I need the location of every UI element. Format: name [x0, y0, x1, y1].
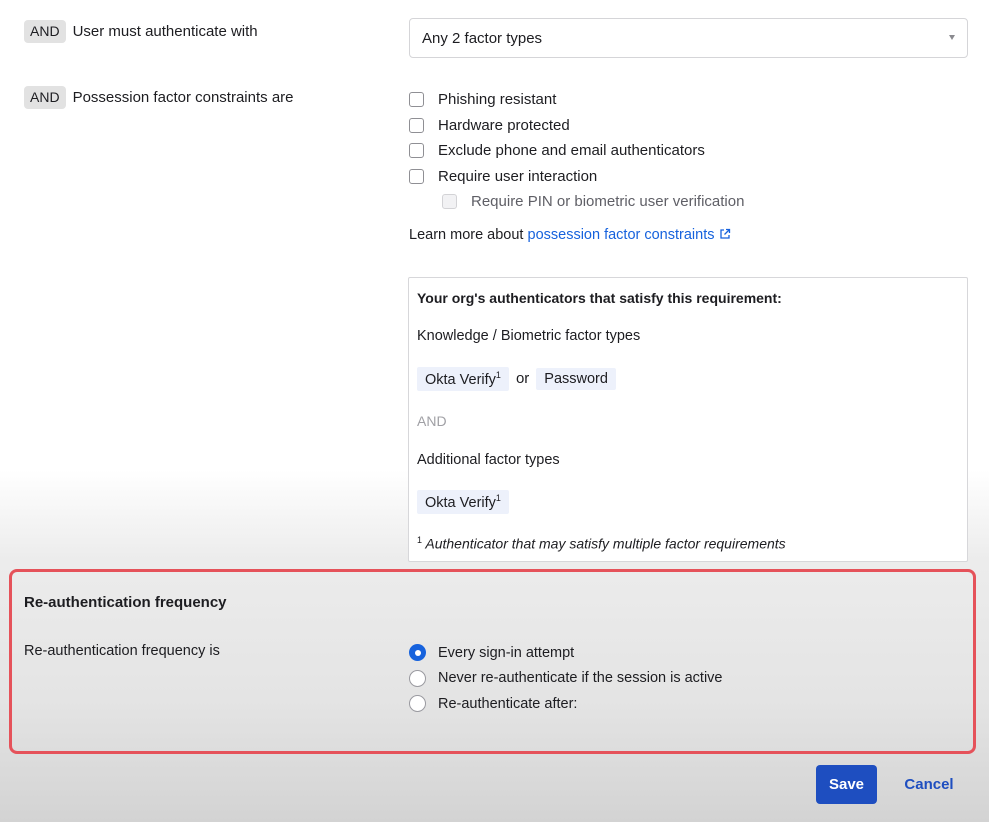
authenticators-heading: Your org's authenticators that satisfy this requirement: [417, 290, 782, 306]
and-badge: AND [24, 20, 66, 43]
cancel-button[interactable]: Cancel [893, 765, 965, 804]
checkbox-phishing-resistant[interactable] [409, 87, 744, 113]
checkbox-label: Phishing resistant [438, 91, 557, 109]
checkbox[interactable] [409, 118, 424, 133]
chip-text: Okta Verify [425, 371, 496, 388]
checkbox-exclude-phone-email[interactable] [409, 138, 744, 164]
footnote [417, 535, 786, 552]
learn-more-prefix: Learn more about [409, 227, 528, 243]
learn-more-text [409, 227, 731, 243]
knowledge-authenticators [417, 367, 616, 391]
footnote-marker: 1 [495, 370, 501, 380]
save-button[interactable]: Save [816, 765, 877, 804]
checkbox-require-pin-biometric [409, 189, 744, 215]
checkbox-label: Exclude phone and email authenticators [438, 142, 705, 160]
additional-authenticators [417, 490, 509, 514]
rule-label: Possession factor constraints are [72, 89, 294, 106]
footnote-text: Authenticator that may satisfy multiple factor requirements [422, 535, 786, 552]
additional-factor-label: Additional factor types [417, 452, 560, 468]
checkbox-label: Hardware protected [438, 116, 570, 134]
okta-verify-chip [417, 490, 509, 514]
checkbox[interactable] [409, 143, 424, 158]
rule-label: User must authenticate with [72, 23, 258, 40]
and-badge: AND [24, 86, 66, 109]
radio-label: Never re-authenticate if the session is active [438, 670, 723, 687]
radio-label: Every sign-in attempt [438, 644, 575, 661]
authenticators-panel [408, 277, 968, 562]
select-value: Any 2 factor types [422, 29, 543, 47]
checkbox-label: Require PIN or biometric user verification [471, 193, 745, 211]
factor-types-select[interactable] [409, 18, 968, 58]
knowledge-biometric-label: Knowledge / Biometric factor types [417, 328, 641, 344]
reauth-title: Re-authentication frequency [24, 594, 227, 611]
radio-button[interactable] [409, 670, 426, 687]
rule-auth-with [24, 20, 258, 43]
checkbox[interactable] [409, 169, 424, 184]
checkbox[interactable] [409, 92, 424, 107]
reauth-frequency-section [9, 569, 976, 754]
chip-text: Okta Verify [425, 494, 496, 511]
radio-button[interactable] [409, 695, 426, 712]
footnote-marker: 1 [417, 535, 423, 545]
checkbox-require-user-interaction[interactable] [409, 164, 744, 190]
or-text: or [515, 370, 530, 388]
radio-every-sign-in[interactable] [409, 640, 723, 666]
reauth-label: Re-authentication frequency is [24, 643, 220, 659]
radio-never-reauth[interactable] [409, 666, 723, 692]
reauth-radio-group [409, 640, 723, 717]
link-text: possession factor constraints [527, 227, 715, 243]
and-separator: AND [417, 413, 447, 429]
radio-reauth-after[interactable] [409, 691, 723, 717]
caret-down-icon [949, 35, 955, 40]
radio-label: Re-authenticate after: [438, 695, 578, 712]
possession-constraints-link[interactable] [528, 227, 732, 243]
checkbox-disabled [442, 194, 457, 209]
rule-possession-constraints [24, 86, 294, 109]
radio-button-selected[interactable] [409, 644, 426, 661]
footnote-marker: 1 [495, 493, 501, 503]
checkbox-label: Require user interaction [438, 167, 598, 185]
checkbox-hardware-protected[interactable] [409, 113, 744, 139]
password-chip: Password [536, 368, 616, 390]
okta-verify-chip [417, 367, 509, 391]
external-link-icon [719, 228, 731, 240]
constraint-checkbox-list [409, 87, 744, 215]
